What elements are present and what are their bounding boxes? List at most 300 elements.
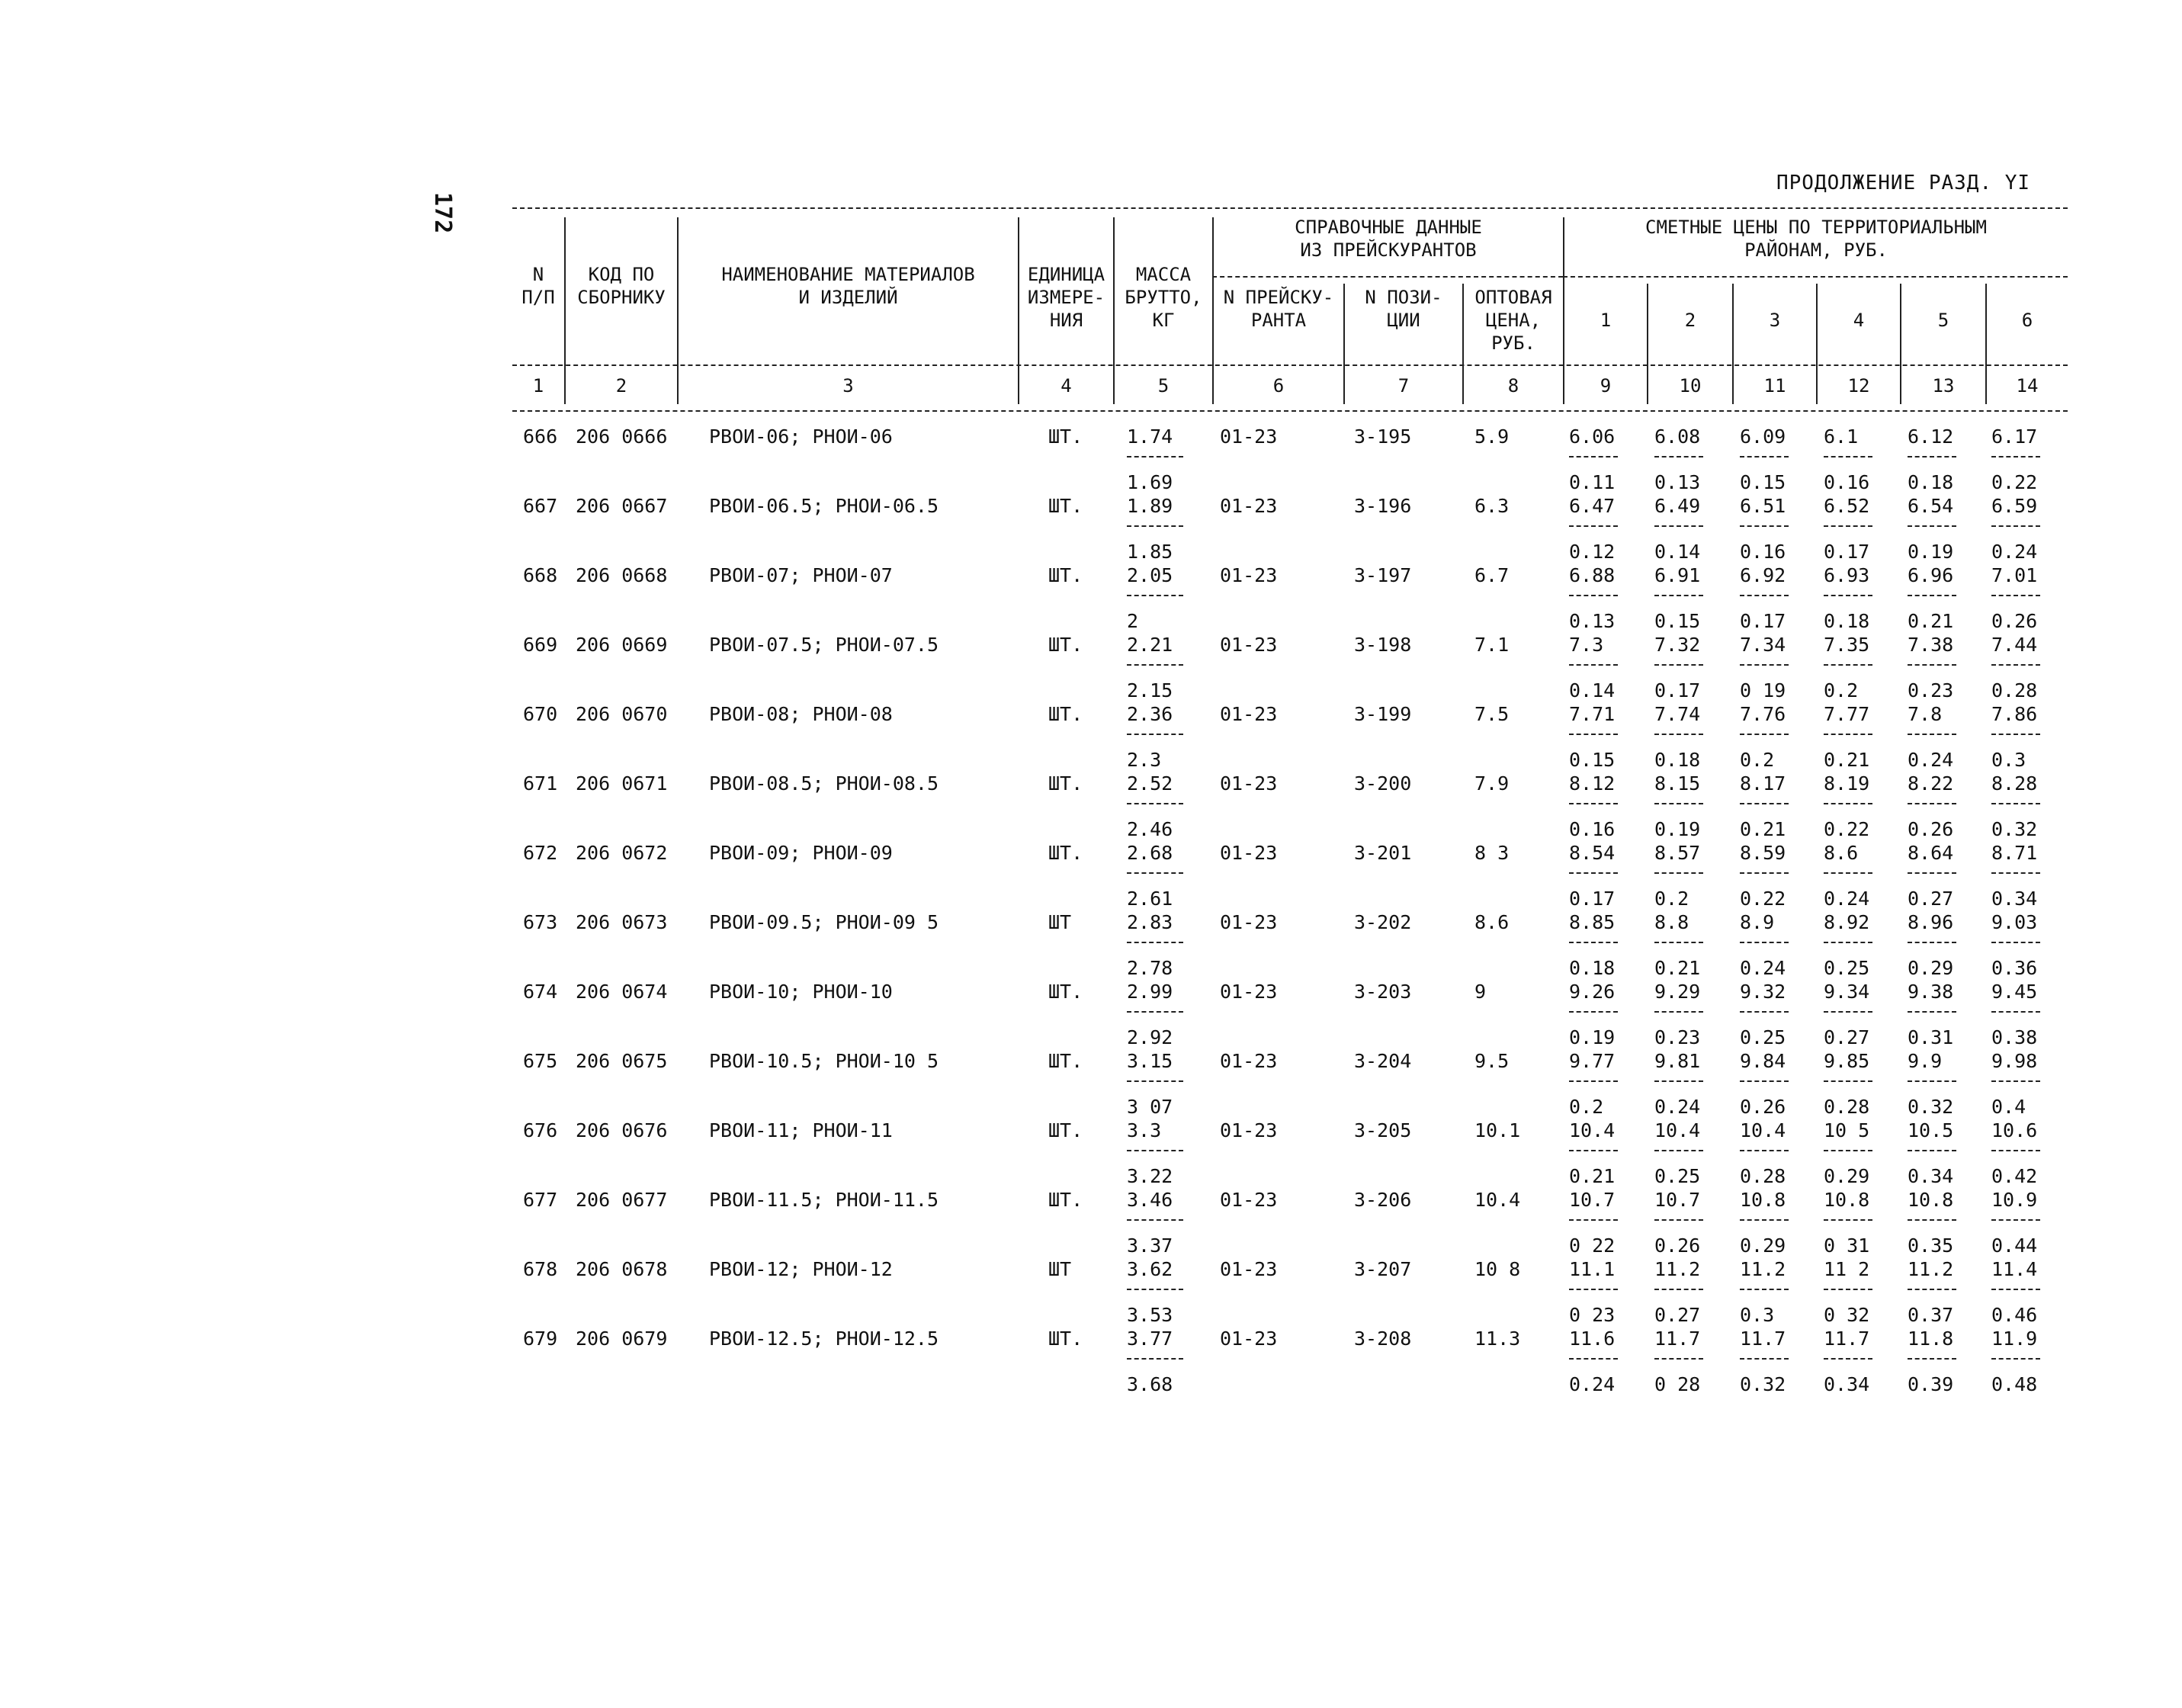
row-code: 206 0668	[576, 564, 668, 586]
fraction-rule	[1127, 942, 1183, 943]
row-unit: ШТ.	[1048, 634, 1083, 656]
region-price-6: 8.71	[1991, 842, 2038, 864]
row-mass: 2.83	[1127, 911, 1173, 933]
column-number: 10	[1679, 375, 1702, 396]
region-price-4: 10.8	[1824, 1189, 1870, 1211]
header-unit: ЕДИНИЦА ИЗМЕРЕ- НИЯ	[1027, 264, 1105, 331]
fraction-rule	[1991, 1080, 2040, 1082]
row-wholesale: 9.5	[1474, 1050, 1510, 1072]
region-price-5: 6.54	[1908, 495, 1954, 517]
fraction-rule	[1569, 595, 1618, 596]
row-name: РВОИ-06.5; РНОИ-06.5	[709, 495, 939, 517]
fraction-rule	[1654, 942, 1703, 943]
region-price-secondary-3: 0.25	[1740, 1026, 1786, 1048]
region-price-5: 7.38	[1908, 634, 1954, 656]
row-number: 677	[523, 1189, 558, 1211]
region-price-1: 11.6	[1569, 1328, 1616, 1350]
fraction-rule	[1569, 1150, 1618, 1151]
fraction-rule	[1824, 942, 1872, 943]
region-price-secondary-5: 0.34	[1908, 1165, 1954, 1187]
region-price-2: 11.2	[1654, 1258, 1701, 1280]
row-unit: ШТ.	[1048, 772, 1083, 795]
region-price-secondary-4: 0.16	[1824, 471, 1870, 493]
fraction-rule	[1654, 1011, 1703, 1013]
header-np: N П/П	[521, 264, 555, 308]
column-number: 2	[615, 375, 627, 396]
fraction-rule	[1569, 734, 1618, 735]
fraction-rule	[1824, 1358, 1872, 1360]
row-wholesale: 11.3	[1474, 1328, 1521, 1350]
region-price-4: 6.52	[1824, 495, 1870, 517]
fraction-rule	[1908, 942, 1956, 943]
fraction-rule	[1127, 1289, 1183, 1290]
row-code: 206 0667	[576, 495, 668, 517]
fraction-rule	[1569, 525, 1618, 527]
region-price-3: 8.17	[1740, 772, 1786, 795]
fraction-rule	[1654, 456, 1703, 458]
region-price-1: 6.06	[1569, 425, 1616, 448]
region-price-secondary-4: 0.18	[1824, 610, 1870, 632]
row-pricelist: 01-23	[1220, 1258, 1278, 1280]
fraction-rule	[1127, 734, 1183, 735]
fraction-rule	[1991, 1358, 2040, 1360]
row-unit: ШТ	[1048, 1258, 1072, 1280]
region-price-secondary-6: 0.48	[1991, 1373, 2038, 1395]
region-price-5: 9.9	[1908, 1050, 1943, 1072]
row-name: РВОИ-09; РНОИ-09	[709, 842, 893, 864]
region-price-secondary-6: 0.4	[1991, 1096, 2026, 1118]
fraction-rule	[1569, 456, 1618, 458]
row-position: 3-200	[1354, 772, 1412, 795]
row-mass-secondary: 3.22	[1127, 1165, 1173, 1187]
region-price-secondary-5: 0.18	[1908, 471, 1954, 493]
region-price-secondary-2: 0.19	[1654, 818, 1701, 840]
region-price-secondary-2: 0.27	[1654, 1304, 1701, 1326]
row-mass-secondary: 3 07	[1127, 1096, 1173, 1118]
column-number: 13	[1932, 375, 1955, 396]
fraction-rule	[1740, 595, 1789, 596]
fraction-rule	[1991, 525, 2040, 527]
region-price-1: 6.47	[1569, 495, 1616, 517]
row-mass: 3.77	[1127, 1328, 1173, 1350]
row-position: 3-208	[1354, 1328, 1412, 1350]
region-price-secondary-5: 0.24	[1908, 749, 1954, 771]
region-price-3: 8.9	[1740, 911, 1775, 933]
row-pricelist: 01-23	[1220, 772, 1278, 795]
fraction-rule	[1740, 1219, 1789, 1221]
region-price-secondary-2: 0.13	[1654, 471, 1701, 493]
row-position: 3-203	[1354, 981, 1412, 1003]
continuation-heading: ПРОДОЛЖЕНИЕ РАЗД. YI	[1776, 172, 2031, 194]
region-price-secondary-2: 0.25	[1654, 1165, 1701, 1187]
row-pricelist: 01-23	[1220, 495, 1278, 517]
fraction-rule	[1908, 1219, 1956, 1221]
region-price-secondary-1: 0.12	[1569, 541, 1616, 563]
region-price-5: 10.8	[1908, 1189, 1954, 1211]
region-price-secondary-5: 0.21	[1908, 610, 1954, 632]
region-price-secondary-4: 0.24	[1824, 888, 1870, 910]
region-price-3: 11.7	[1740, 1328, 1786, 1350]
fraction-rule	[1654, 525, 1703, 527]
fraction-rule	[1908, 872, 1956, 874]
row-position: 3-198	[1354, 634, 1412, 656]
region-price-secondary-1: 0 22	[1569, 1234, 1616, 1257]
region-price-secondary-2: 0.2	[1654, 888, 1689, 910]
fraction-rule	[1654, 1358, 1703, 1360]
row-code: 206 0677	[576, 1189, 668, 1211]
row-code: 206 0666	[576, 425, 668, 448]
row-number: 669	[523, 634, 558, 656]
row-mass-secondary: 2.78	[1127, 957, 1173, 979]
region-price-4: 6.1	[1824, 425, 1859, 448]
fraction-rule	[1569, 1358, 1618, 1360]
row-code: 206 0669	[576, 634, 668, 656]
region-price-secondary-6: 0.28	[1991, 679, 2038, 702]
region-price-secondary-5: 0.35	[1908, 1234, 1954, 1257]
column-number: 12	[1847, 375, 1870, 396]
row-unit: ШТ	[1048, 911, 1072, 933]
region-price-secondary-1: 0.21	[1569, 1165, 1616, 1187]
fraction-rule	[1991, 942, 2040, 943]
region-price-secondary-4: 0.28	[1824, 1096, 1870, 1118]
region-price-2: 10.7	[1654, 1189, 1701, 1211]
region-price-secondary-5: 0.31	[1908, 1026, 1954, 1048]
region-price-secondary-2: 0.24	[1654, 1096, 1701, 1118]
row-mass-secondary: 2.15	[1127, 679, 1173, 702]
region-price-secondary-3: 0.21	[1740, 818, 1786, 840]
region-price-2: 8.15	[1654, 772, 1701, 795]
row-pricelist: 01-23	[1220, 1050, 1278, 1072]
region-price-2: 11.7	[1654, 1328, 1701, 1350]
header-region-6: 6	[2021, 310, 2033, 331]
fraction-rule	[1654, 595, 1703, 596]
fraction-rule	[1991, 456, 2040, 458]
region-price-secondary-1: 0.19	[1569, 1026, 1616, 1048]
fraction-rule	[1740, 942, 1789, 943]
row-name: РВОИ-07; РНОИ-07	[709, 564, 893, 586]
column-number: 4	[1061, 375, 1072, 396]
fraction-rule	[1654, 734, 1703, 735]
fraction-rule	[1127, 1358, 1183, 1360]
fraction-rule	[1824, 872, 1872, 874]
fraction-rule	[1569, 664, 1618, 666]
fraction-rule	[1991, 664, 2040, 666]
fraction-rule	[1824, 1219, 1872, 1221]
region-price-secondary-2: 0.17	[1654, 679, 1701, 702]
region-price-secondary-1: 0.17	[1569, 888, 1616, 910]
row-code: 206 0670	[576, 703, 668, 725]
fraction-rule	[1824, 1289, 1872, 1290]
region-price-5: 10.5	[1908, 1119, 1954, 1141]
fraction-rule	[1127, 1080, 1183, 1082]
region-price-secondary-6: 0.22	[1991, 471, 2038, 493]
fraction-rule	[1740, 1289, 1789, 1290]
fraction-rule	[1654, 664, 1703, 666]
region-price-3: 7.76	[1740, 703, 1786, 725]
region-price-3: 10.8	[1740, 1189, 1786, 1211]
region-price-secondary-3: 0.22	[1740, 888, 1786, 910]
region-price-5: 8.22	[1908, 772, 1954, 795]
row-mass-secondary: 1.69	[1127, 471, 1173, 493]
row-mass: 3.62	[1127, 1258, 1173, 1280]
region-price-secondary-6: 0.42	[1991, 1165, 2038, 1187]
row-pricelist: 01-23	[1220, 911, 1278, 933]
region-price-3: 9.32	[1740, 981, 1786, 1003]
row-wholesale: 10.4	[1474, 1189, 1521, 1211]
region-price-secondary-3: 0.24	[1740, 957, 1786, 979]
region-price-5: 6.12	[1908, 425, 1954, 448]
region-price-secondary-4: 0.34	[1824, 1373, 1870, 1395]
region-price-6: 10.6	[1991, 1119, 2038, 1141]
row-unit: ШТ.	[1048, 1050, 1083, 1072]
region-price-1: 7.71	[1569, 703, 1616, 725]
region-price-4: 11 2	[1824, 1258, 1870, 1280]
region-price-secondary-6: 0.44	[1991, 1234, 2038, 1257]
fraction-rule	[1127, 1219, 1183, 1221]
region-price-6: 10.9	[1991, 1189, 2038, 1211]
fraction-rule	[1654, 1150, 1703, 1151]
row-number: 674	[523, 981, 558, 1003]
header-region-3: 3	[1769, 310, 1781, 331]
header-region-4: 4	[1853, 310, 1865, 331]
row-name: РВОИ-11; РНОИ-11	[709, 1119, 893, 1141]
row-pricelist: 01-23	[1220, 634, 1278, 656]
row-mass: 3.3	[1127, 1119, 1162, 1141]
region-price-secondary-4: 0 31	[1824, 1234, 1870, 1257]
region-price-4: 9.34	[1824, 981, 1870, 1003]
region-price-4: 9.85	[1824, 1050, 1870, 1072]
region-price-1: 8.85	[1569, 911, 1616, 933]
row-wholesale: 6.7	[1474, 564, 1510, 586]
row-position: 3-195	[1354, 425, 1412, 448]
fraction-rule	[1654, 872, 1703, 874]
region-price-6: 7.44	[1991, 634, 2038, 656]
region-price-5: 7.8	[1908, 703, 1943, 725]
region-price-6: 9.03	[1991, 911, 2038, 933]
row-name: РВОИ-10.5; РНОИ-10 5	[709, 1050, 939, 1072]
row-mass-secondary: 2.3	[1127, 749, 1162, 771]
row-pricelist: 01-23	[1220, 842, 1278, 864]
region-price-secondary-4: 0.21	[1824, 749, 1870, 771]
row-wholesale: 7.5	[1474, 703, 1510, 725]
fraction-rule	[1908, 525, 1956, 527]
row-mass: 2.05	[1127, 564, 1173, 586]
row-name: РВОИ-11.5; РНОИ-11.5	[709, 1189, 939, 1211]
region-price-secondary-3: 0.28	[1740, 1165, 1786, 1187]
row-unit: ШТ.	[1048, 981, 1083, 1003]
fraction-rule	[1908, 803, 1956, 804]
row-unit: ШТ.	[1048, 1328, 1083, 1350]
region-price-secondary-3: 0.17	[1740, 610, 1786, 632]
fraction-rule	[1569, 1289, 1618, 1290]
row-unit: ШТ.	[1048, 425, 1083, 448]
region-price-secondary-2: 0 28	[1654, 1373, 1701, 1395]
region-price-2: 7.74	[1654, 703, 1701, 725]
region-price-1: 10.4	[1569, 1119, 1616, 1141]
region-price-3: 6.09	[1740, 425, 1786, 448]
region-price-secondary-4: 0.27	[1824, 1026, 1870, 1048]
region-price-secondary-3: 0.32	[1740, 1373, 1786, 1395]
region-price-1: 7.3	[1569, 634, 1604, 656]
row-mass-secondary: 2.46	[1127, 818, 1173, 840]
region-price-1: 9.26	[1569, 981, 1616, 1003]
region-price-secondary-1: 0.15	[1569, 749, 1616, 771]
fraction-rule	[1127, 595, 1183, 596]
row-name: РВОИ-12; РНОИ-12	[709, 1258, 893, 1280]
region-price-6: 9.45	[1991, 981, 2038, 1003]
table-top-rule	[512, 207, 2068, 209]
region-price-secondary-2: 0.21	[1654, 957, 1701, 979]
region-price-3: 9.84	[1740, 1050, 1786, 1072]
fraction-rule	[1740, 1150, 1789, 1151]
region-price-secondary-6: 0.36	[1991, 957, 2038, 979]
row-number: 676	[523, 1119, 558, 1141]
row-name: РВОИ-06; РНОИ-06	[709, 425, 893, 448]
fraction-rule	[1740, 664, 1789, 666]
region-price-2: 9.29	[1654, 981, 1701, 1003]
fraction-rule	[1991, 803, 2040, 804]
region-price-5: 11.8	[1908, 1328, 1954, 1350]
region-price-secondary-2: 0.23	[1654, 1026, 1701, 1048]
region-price-secondary-4: 0.22	[1824, 818, 1870, 840]
region-price-secondary-4: 0.2	[1824, 679, 1859, 702]
fraction-rule	[1824, 803, 1872, 804]
header-region-5: 5	[1937, 310, 1949, 331]
region-price-secondary-2: 0.14	[1654, 541, 1701, 563]
row-pricelist: 01-23	[1220, 1189, 1278, 1211]
region-price-secondary-6: 0.24	[1991, 541, 2038, 563]
region-price-1: 10.7	[1569, 1189, 1616, 1211]
region-price-secondary-5: 0.39	[1908, 1373, 1954, 1395]
region-price-secondary-2: 0.26	[1654, 1234, 1701, 1257]
fraction-rule	[1824, 595, 1872, 596]
region-price-3: 11.2	[1740, 1258, 1786, 1280]
row-name: РВОИ-12.5; РНОИ-12.5	[709, 1328, 939, 1350]
row-number: 671	[523, 772, 558, 795]
row-code: 206 0679	[576, 1328, 668, 1350]
row-number: 670	[523, 703, 558, 725]
column-number: 3	[842, 375, 854, 396]
region-price-secondary-2: 0.18	[1654, 749, 1701, 771]
row-number: 667	[523, 495, 558, 517]
region-price-6: 9.98	[1991, 1050, 2038, 1072]
row-code: 206 0673	[576, 911, 668, 933]
region-price-1: 6.88	[1569, 564, 1616, 586]
region-price-4: 7.35	[1824, 634, 1870, 656]
region-price-4: 7.77	[1824, 703, 1870, 725]
header-region-1: 1	[1600, 310, 1612, 331]
region-price-secondary-3: 0.26	[1740, 1096, 1786, 1118]
fraction-rule	[1127, 1150, 1183, 1151]
fraction-rule	[1908, 664, 1956, 666]
row-mass-secondary: 3.68	[1127, 1373, 1173, 1395]
region-price-secondary-6: 0.46	[1991, 1304, 2038, 1326]
column-number: 5	[1157, 375, 1170, 396]
region-price-secondary-3: 0.15	[1740, 471, 1786, 493]
fraction-rule	[1127, 525, 1183, 527]
row-code: 206 0675	[576, 1050, 668, 1072]
fraction-rule	[1127, 803, 1183, 804]
region-price-secondary-4: 0.25	[1824, 957, 1870, 979]
row-unit: ШТ.	[1048, 842, 1083, 864]
region-price-1: 8.12	[1569, 772, 1616, 795]
region-price-secondary-3: 0.16	[1740, 541, 1786, 563]
header-name: НАИМЕНОВАНИЕ МАТЕРИАЛОВ И ИЗДЕЛИЙ	[721, 264, 975, 308]
row-wholesale: 8.6	[1474, 911, 1510, 933]
row-position: 3-196	[1354, 495, 1412, 517]
region-price-secondary-6: 0.32	[1991, 818, 2038, 840]
region-price-6: 7.01	[1991, 564, 2038, 586]
row-wholesale: 10.1	[1474, 1119, 1521, 1141]
row-number: 679	[523, 1328, 558, 1350]
fraction-rule	[1569, 942, 1618, 943]
row-wholesale: 8 3	[1474, 842, 1510, 864]
region-price-secondary-5: 0.23	[1908, 679, 1954, 702]
row-unit: ШТ.	[1048, 1189, 1083, 1211]
row-pricelist: 01-23	[1220, 425, 1278, 448]
row-number: 668	[523, 564, 558, 586]
row-code: 206 0678	[576, 1258, 668, 1280]
fraction-rule	[1991, 1219, 2040, 1221]
row-wholesale: 10 8	[1474, 1258, 1521, 1280]
row-position: 3-199	[1354, 703, 1412, 725]
region-price-3: 10.4	[1740, 1119, 1786, 1141]
region-price-secondary-5: 0.27	[1908, 888, 1954, 910]
row-position: 3-205	[1354, 1119, 1412, 1141]
row-unit: ШТ.	[1048, 564, 1083, 586]
region-price-4: 6.93	[1824, 564, 1870, 586]
region-price-secondary-3: 0 19	[1740, 679, 1786, 702]
region-price-4: 8.19	[1824, 772, 1870, 795]
row-unit: ШТ.	[1048, 703, 1083, 725]
fraction-rule	[1908, 1358, 1956, 1360]
column-number: 7	[1397, 375, 1410, 396]
fraction-rule	[1740, 525, 1789, 527]
row-mass-secondary: 3.37	[1127, 1234, 1173, 1257]
column-number: 9	[1600, 375, 1612, 396]
row-mass-secondary: 1.85	[1127, 541, 1173, 563]
column-number: 1	[532, 375, 544, 396]
row-code: 206 0676	[576, 1119, 668, 1141]
row-number: 672	[523, 842, 558, 864]
region-price-2: 7.32	[1654, 634, 1701, 656]
row-mass-secondary: 3.53	[1127, 1304, 1173, 1326]
fraction-rule	[1569, 872, 1618, 874]
region-price-6: 6.17	[1991, 425, 2038, 448]
row-number: 673	[523, 911, 558, 933]
fraction-rule	[1824, 1150, 1872, 1151]
fraction-rule	[1740, 803, 1789, 804]
fraction-rule	[1740, 456, 1789, 458]
row-name: РВОИ-08.5; РНОИ-08.5	[709, 772, 939, 795]
column-number: 14	[2016, 375, 2039, 396]
region-price-3: 6.51	[1740, 495, 1786, 517]
row-name: РВОИ-08; РНОИ-08	[709, 703, 893, 725]
row-pricelist: 01-23	[1220, 1119, 1278, 1141]
region-price-secondary-1: 0 23	[1569, 1304, 1616, 1326]
region-price-secondary-5: 0.26	[1908, 818, 1954, 840]
region-price-secondary-1: 0.24	[1569, 1373, 1616, 1395]
row-position: 3-206	[1354, 1189, 1412, 1211]
region-price-6: 7.86	[1991, 703, 2038, 725]
row-position: 3-201	[1354, 842, 1412, 864]
region-price-4: 8.6	[1824, 842, 1859, 864]
fraction-rule	[1908, 1289, 1956, 1290]
fraction-rule	[1127, 872, 1183, 874]
fraction-rule	[1654, 803, 1703, 804]
row-mass: 1.74	[1127, 425, 1173, 448]
header-wholesale: ОПТОВАЯ ЦЕНА, РУБ.	[1474, 287, 1552, 354]
